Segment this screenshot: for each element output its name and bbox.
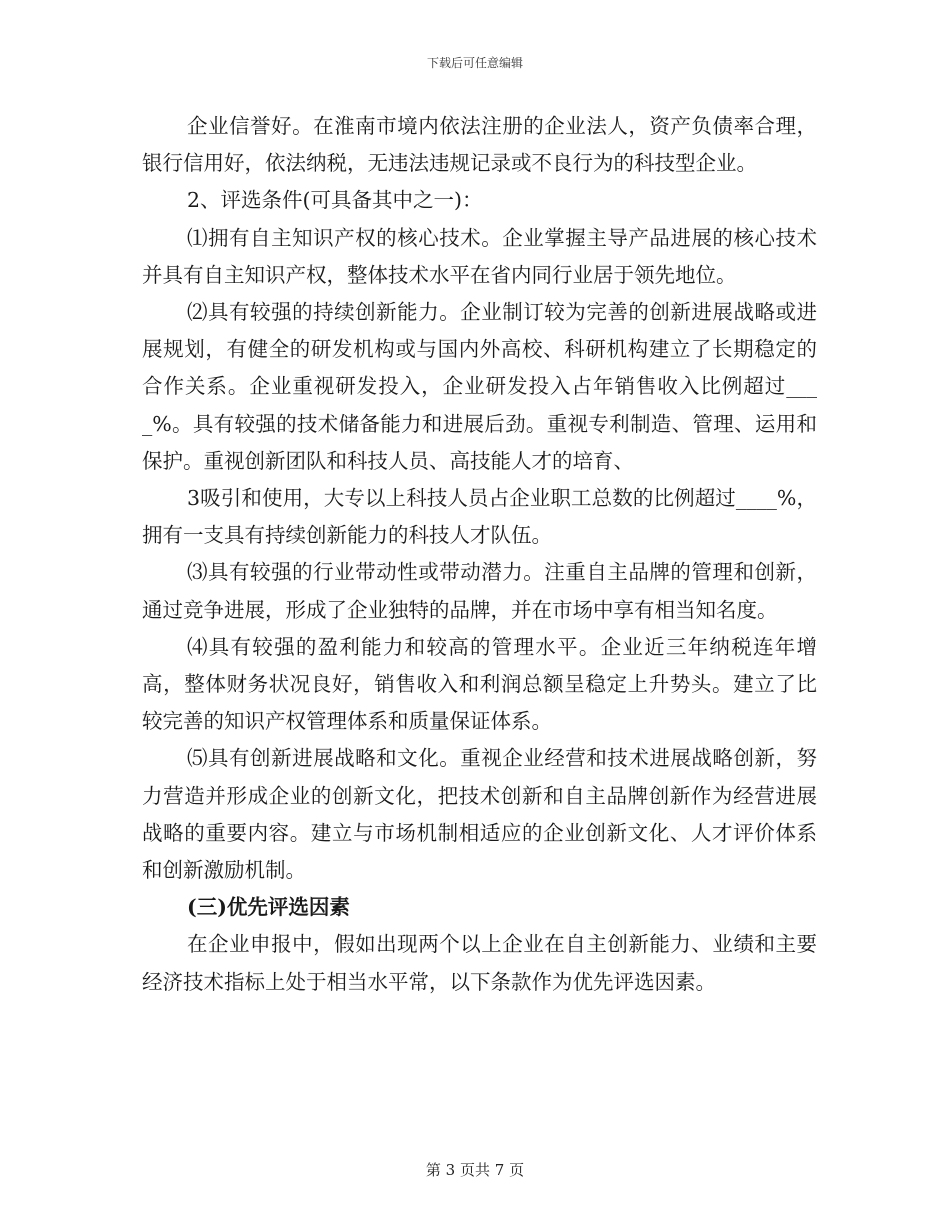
paragraph-enterprise-credit: 企业信誉好。在淮南市境内依法注册的企业法人，资产负债率合理，银行信用好，依法纳税，无违法违规记录或不良行为的科技型企业。 [142, 114, 817, 176]
paragraph-industry-leadership: ⑶具有较强的行业带动性或带动潜力。注重自主品牌的管理和创新，通过竞争进展，形成了企业独特的品牌，并在市场中享有相当知名度。 [142, 560, 817, 622]
page-number: 第 3 页共 7 页 [425, 1161, 525, 1179]
paragraph-priority-factors: 在企业申报中，假如出现两个以上企业在自主创新能力、业绩和主要经济技术指标上处于相当水平常，以下条款作为优先评选因素。 [142, 932, 817, 994]
paragraph-selection-conditions-heading: 2、评选条件(可具备其中之一)： [187, 188, 483, 213]
paragraph-talent-team: 3吸引和使用，大专以上科技人员占企业职工总数的比例超过____%，拥有一支具有持续创新能力的科技人才队伍。 [142, 486, 817, 548]
paragraph-core-technology: ⑴拥有自主知识产权的核心技术。企业掌握主导产品进展的核心技术并具有自主知识产权，整体技术水平在省内同行业居于领先地位。 [142, 225, 817, 287]
paragraph-profitability: ⑷具有较强的盈利能力和较高的管理水平。企业近三年纳税连年增高，整体财务状况良好，销售收入和利润总额呈稳定上升势头。建立了比较完善的知识产权管理体系和质量保证体系。 [142, 634, 817, 734]
paragraph-innovation-capacity: ⑵具有较强的持续创新能力。企业制订较为完善的创新进展战略或进展规划，有健全的研发机构或与国内外高校、科研机构建立了长期稳定的合作关系。企业重视研发投入，企业研发投入占年销售收入比例超过____%。具有较强的技术储备能力和进展后劲。重视专利制造、管理、运用和保护。重视创新团队和科技人员、高技能人才的培育、 [142, 300, 817, 473]
section-heading-priority-factors: (三)优先评选因素 [187, 895, 350, 920]
paragraph-innovation-strategy: ⑸具有创新进展战略和文化。重视企业经营和技术进展战略创新，努力营造并形成企业的创新文化，把技术创新和自主品牌创新作为经营进展战略的重要内容。建立与市场机制相适应的企业创新文化、人才评价体系和创新激励机制。 [142, 746, 817, 883]
page-header-note: 下载后可任意编辑 [426, 56, 523, 70]
document-body [142, 108, 817, 1001]
